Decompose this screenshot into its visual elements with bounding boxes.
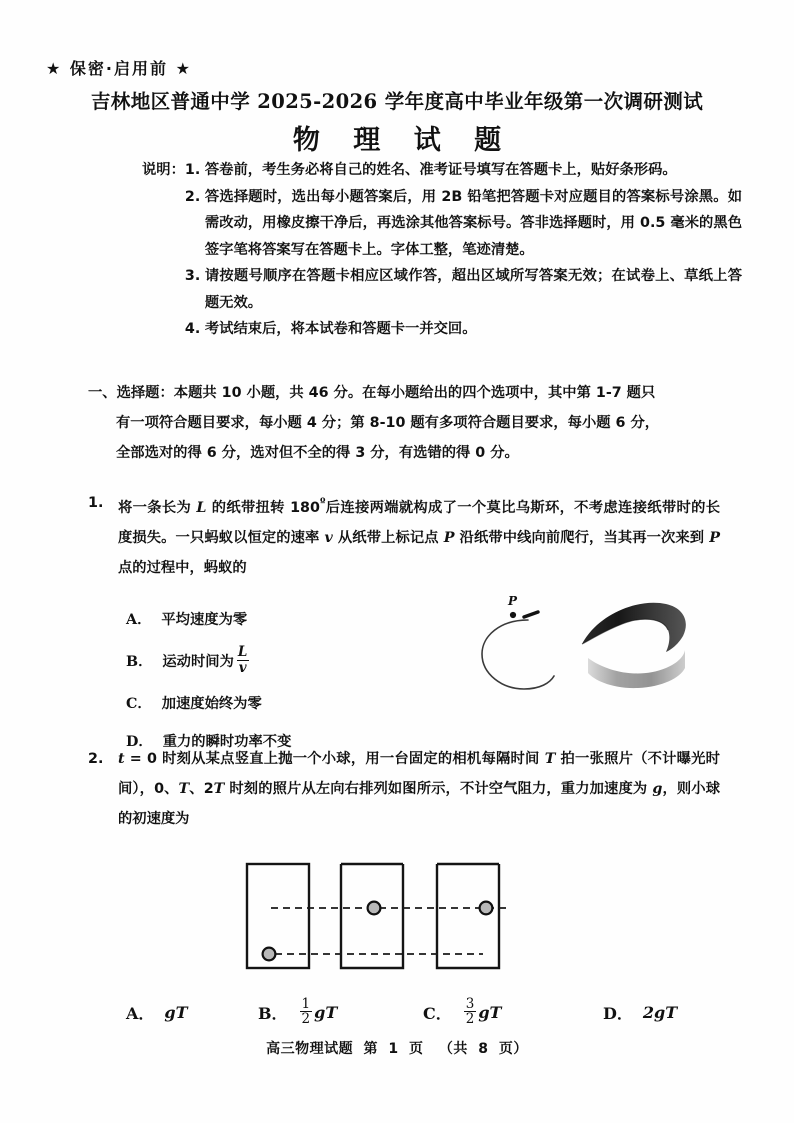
option-c-expression: gT: [478, 1003, 502, 1023]
option-c-letter: C．: [423, 1004, 452, 1024]
option-c-fraction-denominator: 2: [465, 1011, 475, 1028]
q1-text-part3: 后连接两端就构成了一个莫比乌斯环，不考虑连接纸带时的长度损失。一只蚂蚁以恒定的速率: [118, 499, 720, 546]
option-b-fraction-numerator: 1: [301, 996, 311, 1012]
three-frames-svg: [243, 858, 535, 980]
photo-frame-2: [341, 864, 403, 968]
mobius-strip-figure: [470, 588, 710, 700]
point-P-marker: [510, 612, 516, 618]
question-1-text: [118, 488, 720, 583]
question-2-number: 2.: [88, 751, 104, 767]
point-P-label: P: [508, 594, 518, 608]
footer-subject: 高三物理试题: [266, 1041, 354, 1057]
instruction-item: [185, 316, 742, 343]
option-b-expression: gT: [314, 1003, 338, 1023]
option-b-fraction: [300, 997, 313, 1026]
footer-page-number: 1: [388, 1041, 399, 1057]
option-d-text: 重力的瞬时功率不变: [162, 734, 292, 750]
ball-frame-3: [480, 902, 493, 915]
option-b[interactable]: [258, 998, 423, 1027]
instruction-item: [185, 184, 742, 264]
option-d[interactable]: [603, 1001, 677, 1024]
option-d-letter: D．: [603, 1004, 633, 1024]
ball-frame-1: [263, 948, 276, 961]
q2-text-part4: 时刻的照片从左向右排列如图所示，不计空气阻力，重力加速度为: [224, 781, 653, 797]
subject-title: 物 理 试 题: [292, 125, 514, 156]
section-heading-line-1: 一、选择题：本题共 10 小题，共 46 分。在每小题给出的四个选项中，其中第 1-7 题只: [88, 385, 656, 401]
q2-text-part2: 拍一张照片（不计曝光时间），0、: [118, 751, 720, 797]
footer-page-unit: 页: [409, 1041, 424, 1057]
instruction-number: 2.: [184, 188, 201, 205]
three-frames-figure: [243, 858, 535, 980]
q1-var-P2: P: [709, 529, 721, 546]
option-a[interactable]: [126, 1001, 258, 1024]
option-a-letter: A．: [126, 1004, 155, 1024]
section-heading-line-3: 全部选对的得 6 分，选对但不全的得 3 分，有选错的得 0 分。: [116, 445, 519, 461]
option-a-expression: gT: [164, 1003, 188, 1023]
instruction-text: 答卷前，考生务必将自己的姓名、准考证号填写在答题卡上，贴好条形码。: [204, 162, 677, 178]
instructions-list: [185, 157, 742, 343]
option-b-letter: B．: [258, 1004, 288, 1024]
footer-page-word: 第: [363, 1041, 378, 1057]
q2-var-t: t: [118, 751, 125, 767]
option-b-text: 运动时间为: [162, 654, 234, 670]
option-b-fraction-denominator: v: [238, 659, 247, 676]
question-1-options: [126, 600, 426, 760]
instruction-number: 1.: [184, 162, 201, 178]
option-b-fraction-denominator: 2: [301, 1011, 311, 1028]
secrecy-notice: ★ 保密·启用前 ★: [46, 59, 192, 78]
instruction-item: [185, 263, 742, 316]
option-c-letter: C．: [126, 696, 152, 712]
section-heading-line-2: 有一项符合题目要求，每小题 4 分；第 8-10 题有多项符合题目要求，每小题 6 分，: [116, 415, 660, 431]
option-c[interactable]: [423, 998, 603, 1027]
q1-text-part1: 将一条长为: [118, 499, 197, 516]
option-b[interactable]: [126, 638, 426, 684]
q1-degree-sign: º: [319, 496, 326, 509]
direction-arrow-icon: [524, 612, 538, 617]
option-b-fraction-numerator: L: [237, 644, 248, 661]
option-d-letter: D．: [126, 734, 153, 750]
instruction-number: 4.: [184, 321, 201, 337]
option-c-text: 加速度始终为零: [161, 696, 262, 712]
q1-text-part4: 从纸带上标记点: [332, 529, 444, 546]
q2-var-T2: T: [178, 781, 190, 797]
instruction-text: 答选择题时，选出每小题答案后，用 2B 铅笔把答题卡对应题目的答案标号涂黑。如需改动，用橡皮擦干净后，再选涂其他答案标号。答非选择题时，用 0.5 毫米的黑色签字笔将答案写在答题卡上。字体工整，笔迹清楚。: [204, 188, 742, 258]
q2-var-g: g: [652, 781, 663, 797]
footer-total-number: 8: [478, 1041, 489, 1057]
instructions-block: [142, 157, 742, 343]
q1-text-part2: 的纸带扭转 180: [206, 499, 320, 516]
question-2: [88, 744, 720, 834]
instructions-label: 说明：: [142, 162, 185, 178]
mobius-band: [582, 603, 686, 688]
option-b-fraction: [236, 645, 250, 674]
photo-frame-3: [437, 864, 499, 968]
mobius-strip-svg: [470, 588, 710, 700]
option-c-fraction: [464, 997, 477, 1026]
ball-frame-2: [368, 902, 381, 915]
question-2-text: [118, 744, 720, 834]
question-2-options: [126, 998, 726, 1027]
instruction-text: 请按题号顺序在答题卡相应区域作答，超出区域所写答案无效；在试卷上、草纸上答题无效。: [204, 268, 742, 311]
instruction-item: [185, 157, 742, 184]
q2-text-part1: = 0 时刻从某点竖直上抛一个小球，用一台固定的相机每隔时间: [124, 751, 545, 767]
q2-var-T3: T: [213, 781, 225, 797]
footer-total-unit: 页）: [498, 1041, 528, 1057]
option-b-letter: B．: [126, 654, 153, 670]
exam-title: 吉林地区普通中学 2025-2026 学年度高中毕业年级第一次调研测试: [90, 90, 704, 113]
option-a-letter: A．: [126, 612, 152, 628]
question-1: [88, 488, 720, 583]
small-loop-sketch: [482, 594, 554, 689]
question-1-number: 1.: [88, 495, 104, 511]
option-a[interactable]: [126, 600, 426, 638]
option-a-text: 平均速度为零: [161, 612, 248, 628]
instruction-text: 考试结束后，将本试卷和答题卡一并交回。: [204, 321, 477, 337]
q1-var-v: v: [324, 529, 333, 546]
page-footer: [0, 1038, 794, 1058]
option-c[interactable]: [126, 684, 426, 722]
q1-var-L: L: [196, 499, 207, 516]
photo-frame-1: [247, 864, 309, 968]
q1-text-part6: 点的过程中，蚂蚁的: [118, 559, 247, 576]
section-heading-choice: [88, 378, 720, 468]
footer-total-prefix: （共: [438, 1041, 468, 1057]
q2-text-part5: ，则小球的初速度为: [118, 781, 720, 827]
q2-var-T: T: [544, 751, 556, 767]
instruction-number: 3.: [184, 268, 201, 284]
q1-var-P: P: [443, 529, 455, 546]
q2-text-part3: 、2: [189, 781, 214, 797]
q1-text-part5: 沿纸带中线向前爬行，当其再一次来到: [454, 529, 710, 546]
option-c-fraction-numerator: 3: [465, 996, 475, 1012]
option-d-expression: 2gT: [642, 1003, 678, 1023]
